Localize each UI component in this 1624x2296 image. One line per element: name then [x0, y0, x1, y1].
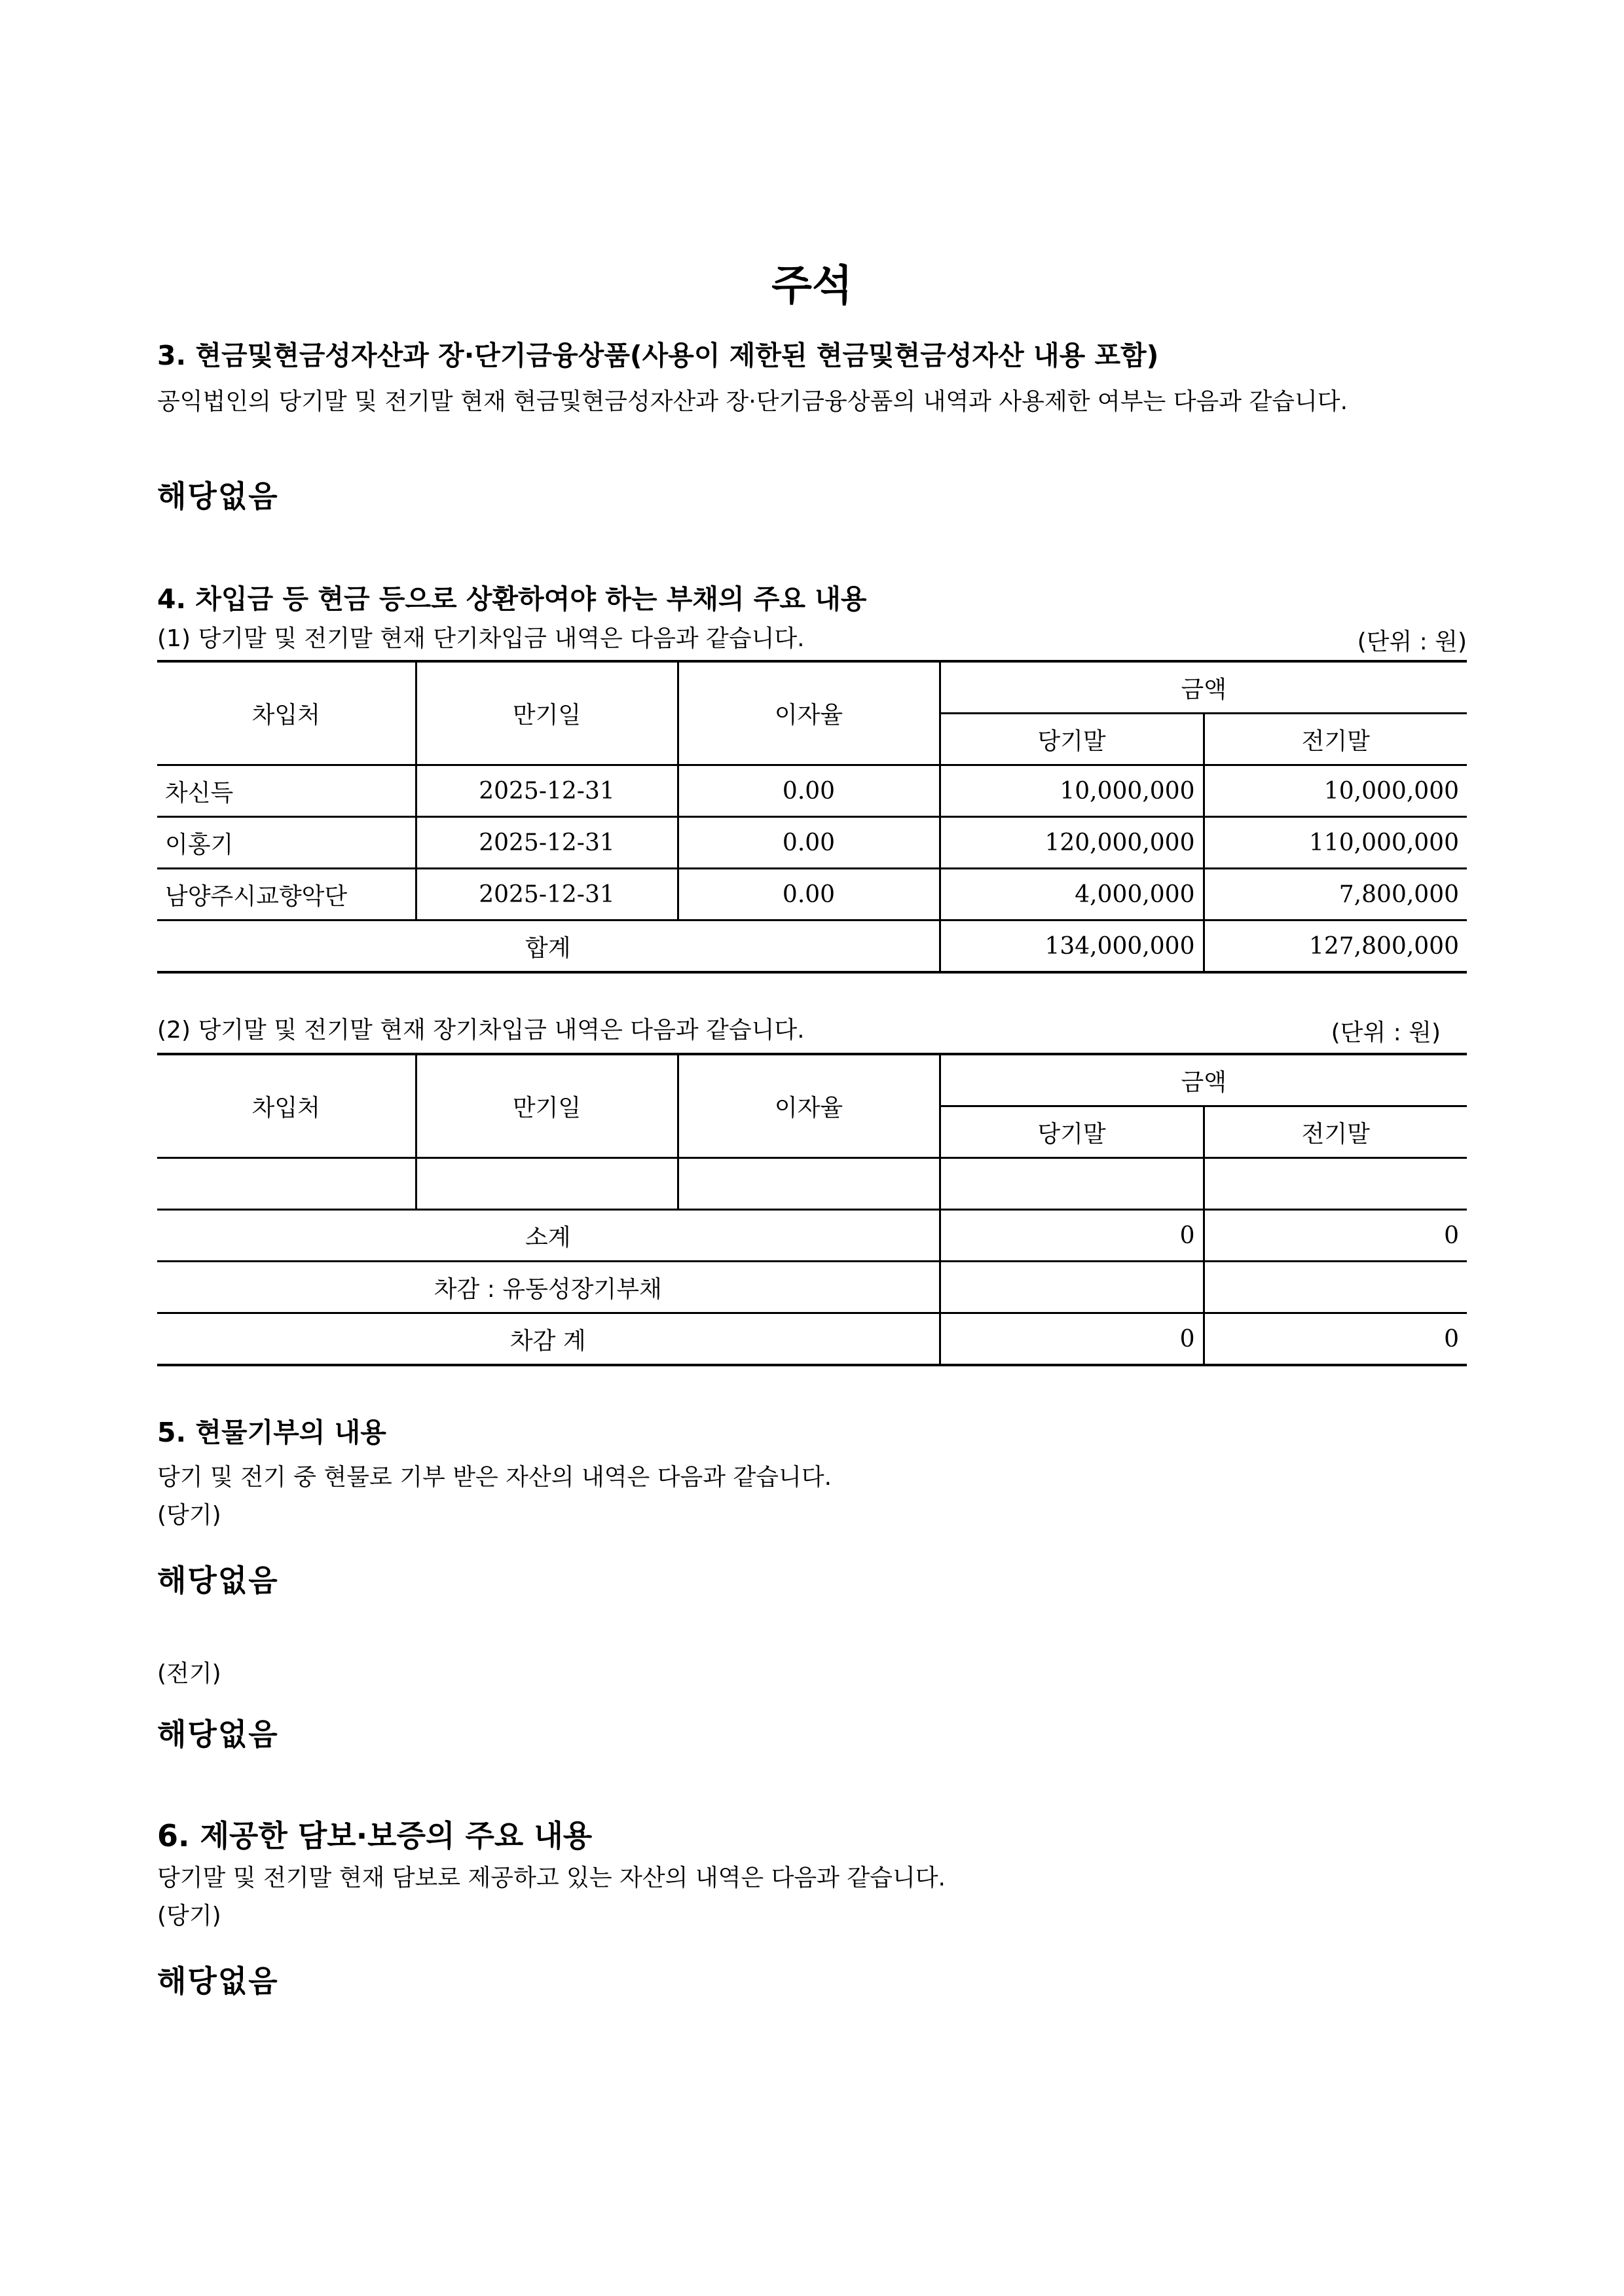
short-term-borrowings-table	[157, 660, 1467, 974]
cell-lender: 차신득	[157, 765, 416, 817]
cell-empty	[1204, 1158, 1467, 1210]
table-header-row	[157, 661, 1467, 714]
cell-lender: 이홍기	[157, 817, 416, 869]
col-header-lender: 차입처	[157, 1054, 416, 1158]
col-header-lender: 차입처	[157, 661, 416, 765]
table-subtotal-row	[157, 1210, 1467, 1262]
table-less-row	[157, 1262, 1467, 1313]
subtotal-current: 0	[940, 1210, 1204, 1262]
section-5-description: 당기 및 전기 중 현물로 기부 받은 자산의 내역은 다음과 같습니다.	[157, 1464, 832, 1491]
col-header-rate: 이자율	[678, 1054, 940, 1158]
col-header-prior: 전기말	[1204, 714, 1467, 765]
col-header-current: 당기말	[940, 1106, 1204, 1158]
col-header-rate: 이자율	[678, 661, 940, 765]
cell-rate: 0.00	[678, 765, 940, 817]
table-1-caption: (1) 당기말 및 전기말 현재 단기차입금 내역은 다음과 같습니다.	[157, 625, 805, 652]
section-5-prior-label: (전기)	[157, 1660, 221, 1687]
section-6-description: 당기말 및 전기말 현재 담보로 제공하고 있는 자산의 내역은 다음과 같습니다.	[157, 1865, 946, 1891]
cell-maturity: 2025-12-31	[416, 869, 678, 920]
col-header-prior: 전기말	[1204, 1106, 1467, 1158]
cell-current: 120,000,000	[940, 817, 1204, 869]
section-5-heading: 5. 현물기부의 내용	[157, 1417, 386, 1448]
section-4-heading: 4. 차입금 등 현금 등으로 상환하여야 하는 부채의 주요 내용	[157, 583, 867, 615]
table-2-unit: (단위 : 원)	[1331, 1019, 1441, 1046]
total-current: 134,000,000	[940, 920, 1204, 973]
cell-empty	[678, 1158, 940, 1210]
net-label: 차감 계	[157, 1313, 940, 1366]
section-3-none: 해당없음	[157, 479, 279, 514]
table-header-row	[157, 1054, 1467, 1106]
subtotal-label: 소계	[157, 1210, 940, 1262]
col-header-maturity: 만기일	[416, 1054, 678, 1158]
net-prior: 0	[1204, 1313, 1467, 1366]
cell-prior: 110,000,000	[1204, 817, 1467, 869]
section-6-current-label: (당기)	[157, 1903, 221, 1929]
table-row	[157, 765, 1467, 817]
col-header-current: 당기말	[940, 714, 1204, 765]
cell-prior: 7,800,000	[1204, 869, 1467, 920]
net-current: 0	[940, 1313, 1204, 1366]
cell-current: 10,000,000	[940, 765, 1204, 817]
page-title: 주석	[771, 262, 853, 310]
col-header-amount: 금액	[940, 1054, 1467, 1106]
cell-maturity: 2025-12-31	[416, 817, 678, 869]
col-header-amount: 금액	[940, 661, 1467, 714]
cell-rate: 0.00	[678, 817, 940, 869]
section-6-heading: 6. 제공한 담보·보증의 주요 내용	[157, 1818, 593, 1853]
less-current-portion-label: 차감 : 유동성장기부채	[157, 1262, 940, 1313]
cell-lender: 남양주시교향악단	[157, 869, 416, 920]
table-row	[157, 817, 1467, 869]
cell-empty	[940, 1262, 1204, 1313]
table-total-row	[157, 920, 1467, 973]
section-6-current-none: 해당없음	[157, 1963, 279, 1999]
total-prior: 127,800,000	[1204, 920, 1467, 973]
long-term-borrowings-table	[157, 1053, 1467, 1366]
section-5-current-label: (당기)	[157, 1502, 221, 1529]
cell-empty	[940, 1158, 1204, 1210]
section-5-prior-none: 해당없음	[157, 1717, 279, 1752]
subtotal-prior: 0	[1204, 1210, 1467, 1262]
cell-current: 4,000,000	[940, 869, 1204, 920]
total-label: 합계	[157, 920, 940, 973]
cell-maturity: 2025-12-31	[416, 765, 678, 817]
section-5-current-none: 해당없음	[157, 1563, 279, 1598]
section-3-heading: 3. 현금및현금성자산과 장·단기금융상품(사용이 제한된 현금및현금성자산 내용 포함)	[157, 340, 1159, 371]
table-net-row	[157, 1313, 1467, 1366]
table-2-caption: (2) 당기말 및 전기말 현재 장기차입금 내역은 다음과 같습니다.	[157, 1017, 805, 1044]
table-row-empty	[157, 1158, 1467, 1210]
cell-empty	[1204, 1262, 1467, 1313]
cell-empty	[416, 1158, 678, 1210]
section-3-description: 공익법인의 당기말 및 전기말 현재 현금및현금성자산과 장·단기금융상품의 내역과 사용제한 여부는 다음과 같습니다.	[157, 388, 1348, 415]
cell-rate: 0.00	[678, 869, 940, 920]
table-row	[157, 869, 1467, 920]
cell-empty	[157, 1158, 416, 1210]
col-header-maturity: 만기일	[416, 661, 678, 765]
table-1-unit: (단위 : 원)	[1357, 629, 1467, 655]
cell-prior: 10,000,000	[1204, 765, 1467, 817]
